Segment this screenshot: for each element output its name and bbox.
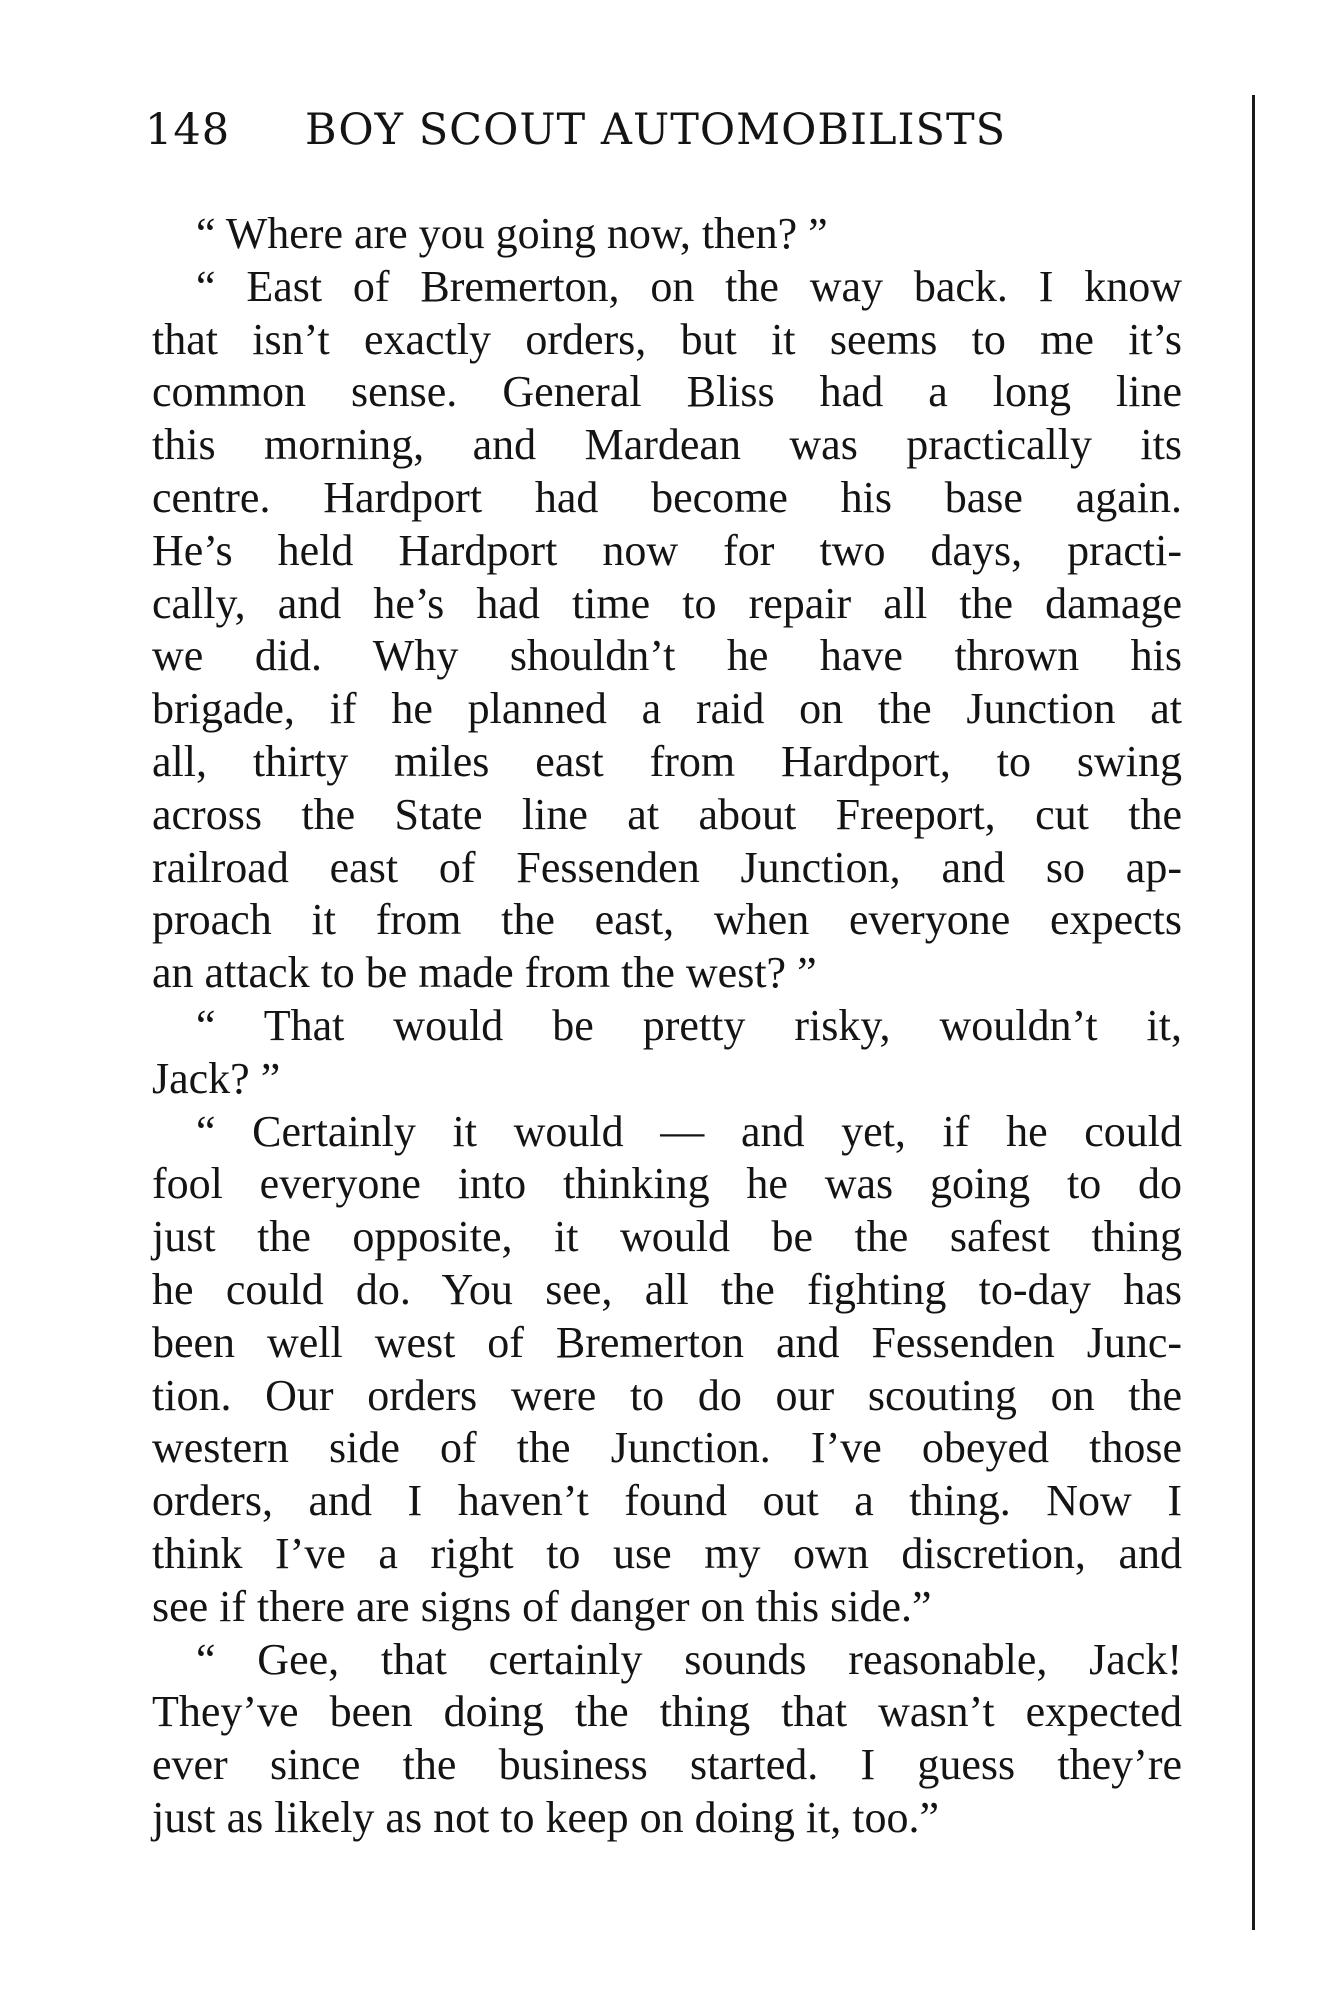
page-number: 148 (145, 105, 231, 155)
text-line: railroad east of Fessenden Junction, and so ap- (152, 842, 1182, 892)
page-edge-rule (1252, 95, 1255, 1930)
text-line: see if there are signs of danger on this side.” (152, 1581, 932, 1631)
body-text (152, 208, 1182, 1845)
text-line: tion. Our orders were to do our scouting on the (152, 1370, 1182, 1420)
page-header (145, 105, 1045, 165)
text-line: orders, and I haven’t found out a thing. Now I (152, 1476, 1182, 1526)
text-line: cally, and he’s had time to repair all the damage (152, 578, 1182, 628)
text-line: western side of the Junction. I’ve obeyed those (152, 1423, 1182, 1473)
text-line: “ Certainly it would — and yet, if he could (196, 1106, 1182, 1156)
text-line: brigade, if he planned a raid on the Junction at (152, 684, 1182, 734)
text-line: “ Where are you going now, then? ” (196, 209, 828, 258)
text-line: been well west of Bremerton and Fessenden Junc- (152, 1317, 1182, 1367)
text-line: that isn’t exactly orders, but it seems to me it’s (152, 314, 1182, 364)
running-head: BOY SCOUT AUTOMOBILISTS (305, 105, 1007, 155)
text-line: just the opposite, it would be the safest thing (152, 1212, 1182, 1262)
text-line: he could do. You see, all the fighting to-day has (152, 1264, 1182, 1314)
text-line: fool everyone into thinking he was going to do (152, 1159, 1182, 1209)
text-line: ever since the business started. I guess they’re (152, 1740, 1182, 1790)
text-line: Jack? ” (152, 1053, 281, 1103)
text-line: proach it from the east, when everyone expects (152, 895, 1182, 945)
text-line: centre. Hardport had become his base again. (152, 472, 1182, 522)
text-line: just as likely as not to keep on doing it, too.” (152, 1792, 940, 1842)
text-line: They’ve been doing the thing that wasn’t expected (152, 1687, 1182, 1737)
text-line: He’s held Hardport now for two days, practi- (152, 525, 1182, 575)
text-line: “ East of Bremerton, on the way back. I know (196, 261, 1182, 311)
text-line: we did. Why shouldn’t he have thrown his (152, 631, 1182, 681)
text-line: all, thirty miles east from Hardport, to swing (152, 736, 1182, 786)
text-line: “ Gee, that certainly sounds reasonable, Jack! (196, 1634, 1182, 1684)
text-line: this morning, and Mardean was practically its (152, 420, 1182, 470)
text-line: across the State line at about Freeport, cut the (152, 789, 1182, 839)
text-line: think I’ve a right to use my own discretion, and (152, 1528, 1182, 1578)
text-line: common sense. General Bliss had a long line (152, 367, 1182, 417)
text-line: an attack to be made from the west? ” (152, 948, 817, 998)
text-line: “ That would be pretty risky, wouldn’t it, (196, 1000, 1182, 1050)
